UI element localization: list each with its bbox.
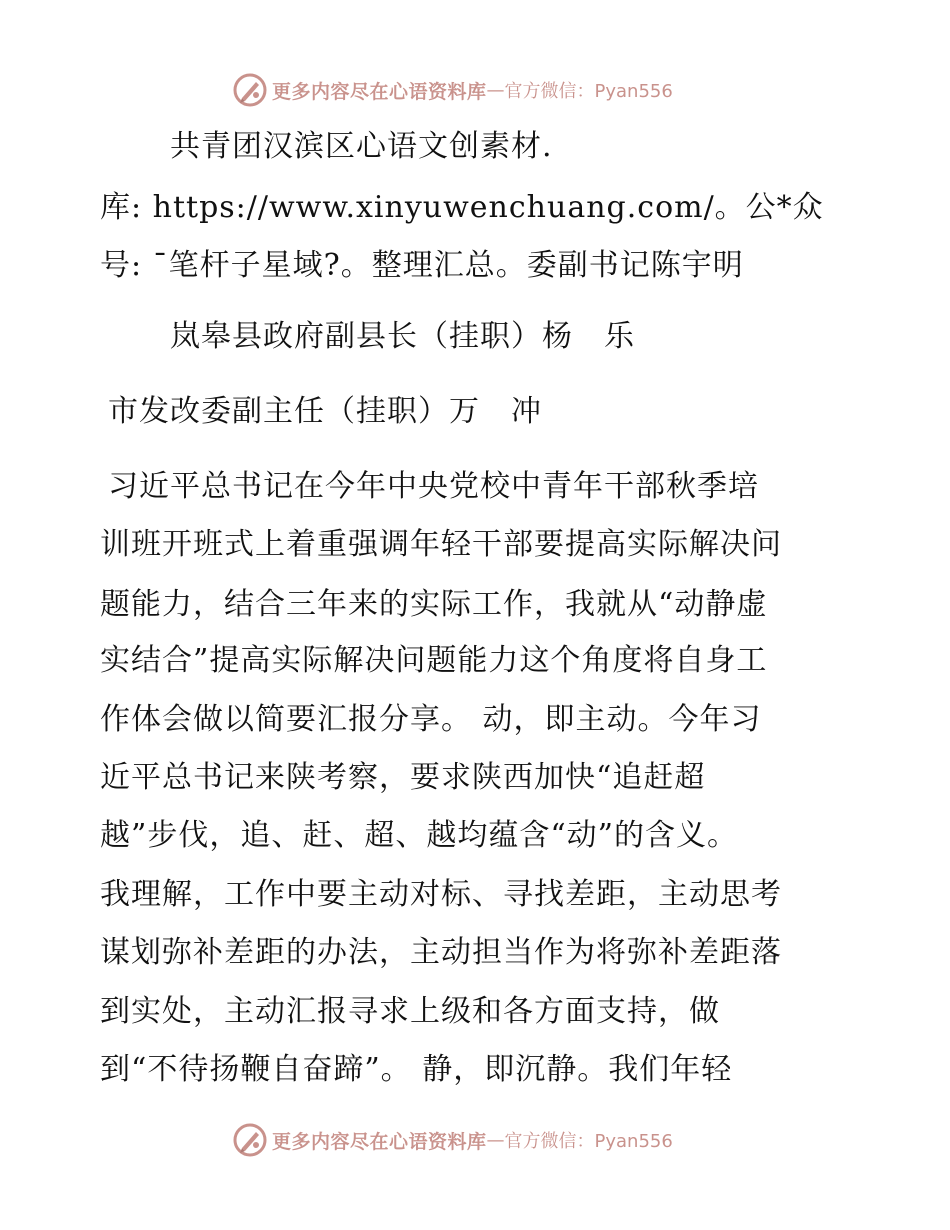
text-line: 训班开班式上着重强调年轻干部要提高实际解决问 <box>100 527 782 562</box>
text-line: 到实处，主动汇报寻求上级和各方面支持，做 <box>100 994 720 1029</box>
footer-watermark-separator: — <box>486 1129 505 1151</box>
text-line: 谋划弥补差距的办法，主动担当作为将弥补差距落 <box>100 935 782 970</box>
pen-circle-logo-icon <box>232 72 268 108</box>
text-line: 市发改委副主任（挂职）万 冲 <box>108 394 542 429</box>
pen-circle-logo-icon <box>232 1122 268 1158</box>
text-line: 号: ¯笔杆子星域?。整理汇总。委副书记陈宇明 <box>100 248 744 283</box>
text-line: 越”步伐，追、赶、超、越均蕴含“动”的含义。 <box>100 818 739 853</box>
text-line: 岚皋县政府副县长（挂职）杨 乐 <box>170 319 635 354</box>
header-watermark-main: 更多内容尽在心语资料库 <box>272 80 487 103</box>
footer-watermark <box>232 1120 673 1160</box>
footer-watermark-contact: 官方微信：Pyan556 <box>504 1131 673 1152</box>
header-watermark-separator: — <box>486 79 505 101</box>
text-line: 近平总书记来陕考察，要求陕西加快“追赶超 <box>100 760 706 795</box>
text-line: 习近平总书记在今年中央党校中青年干部秋季培 <box>108 469 759 504</box>
header-watermark <box>232 70 673 110</box>
text-line: 实结合”提高实际解决问题能力这个角度将自身工 <box>100 643 768 678</box>
header-watermark-contact: 官方微信：Pyan556 <box>504 81 673 102</box>
text-line: 到“不待扬鞭自奋蹄”。 静，即沉静。我们年轻 <box>100 1052 733 1087</box>
text-line: 我理解，工作中要主动对标、寻找差距，主动思考 <box>100 877 782 912</box>
text-line: 题能力，结合三年来的实际工作，我就从“动静虚 <box>100 587 768 622</box>
text-line: 库: https://www.xinyuwenchuang.com/。公*众 <box>100 190 824 225</box>
footer-watermark-main: 更多内容尽在心语资料库 <box>272 1130 487 1153</box>
text-line: 共青团汉滨区心语文创素材. <box>170 129 553 164</box>
text-line: 作体会做以简要汇报分享。 动，即主动。今年习 <box>100 702 762 737</box>
